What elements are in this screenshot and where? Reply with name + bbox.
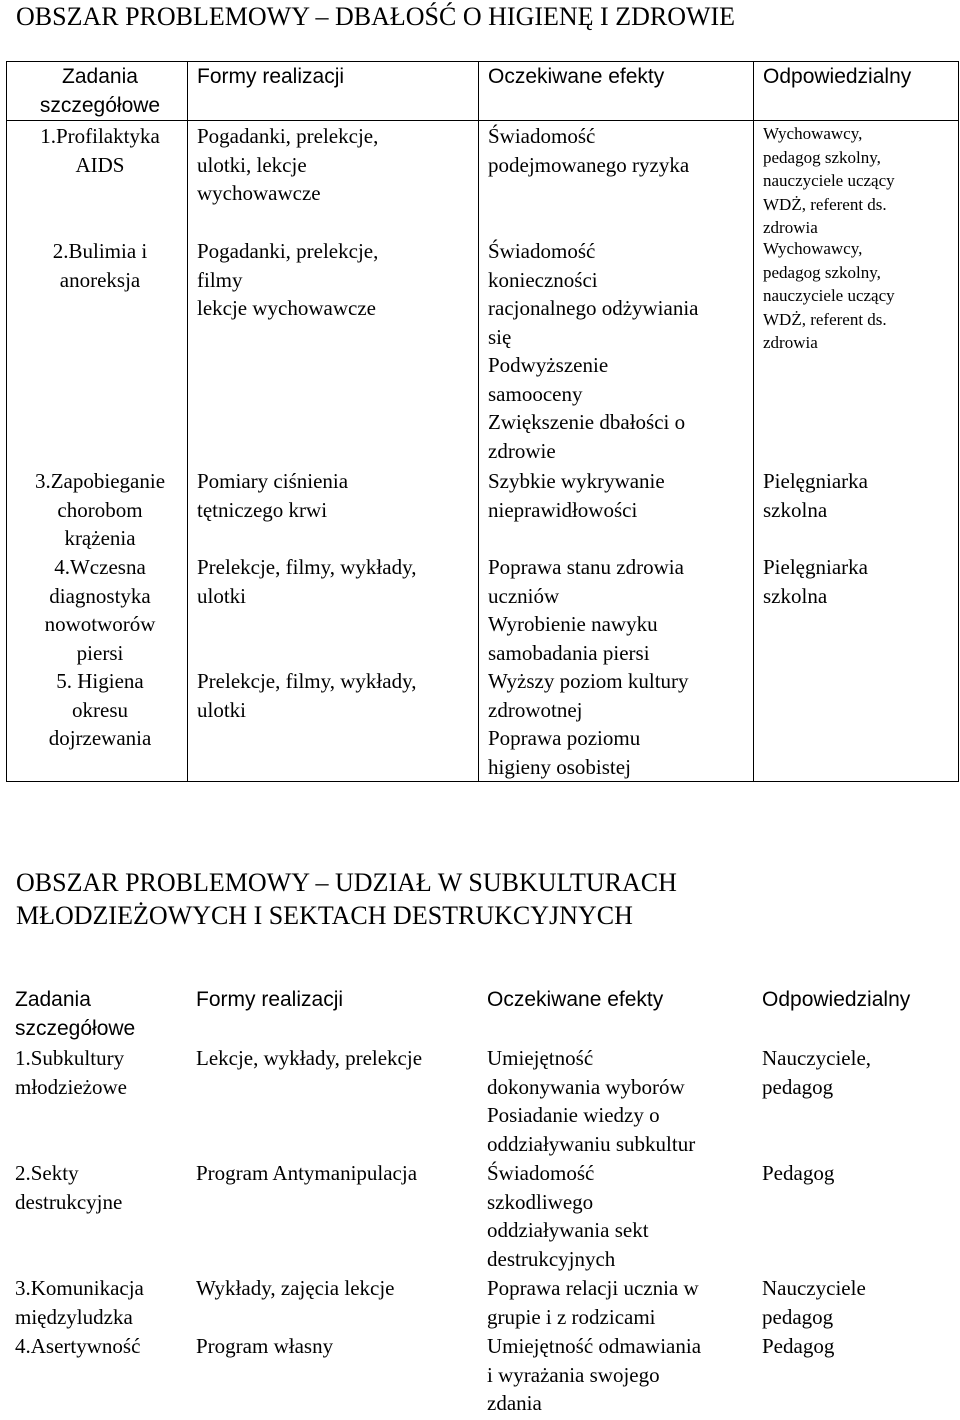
forms-cell: Program Antymanipulacja [196, 1161, 418, 1185]
task-item: 3.Zapobieganie chorobom krążenia [34, 469, 166, 550]
effect-item: Poprawa stanu zdrowia uczniów Wyrobienie nawyku samobadania piersi [488, 555, 684, 665]
header-tasks: Zadania szczegółowe [15, 988, 136, 1040]
task-item: 2.Bulimia i anoreksja [52, 239, 148, 292]
responsible-cell: Nauczyciele pedagog [762, 1276, 866, 1329]
header-tasks: Zadania szczegółowe [7, 62, 188, 121]
header-forms: Formy realizacji [188, 62, 479, 121]
table-row [6, 1331, 958, 1418]
form-item: Pomiary ciśnienia tętniczego krwi [197, 469, 349, 522]
responsible-item: Pielęgniarka szkolna [763, 555, 868, 608]
table-row [6, 1158, 958, 1273]
task-cell: 4.Asertywność [15, 1334, 141, 1358]
section-1-heading: OBSZAR PROBLEMOWY – DBAŁOŚĆ O HIGIENĘ I ZDROWIE [16, 2, 736, 31]
table-row [6, 1273, 958, 1331]
subcultures-sects-table [6, 985, 958, 1418]
task-item: 5. Higiena okresu dojrzewania [48, 669, 152, 750]
task-cell: 2.Sekty destrukcyjne [15, 1161, 123, 1214]
table-header-row [7, 62, 959, 121]
task-item: 1.Profilaktyka AIDS [40, 124, 160, 177]
effects-cell: Umiejętność odmawiania i wyrażania swojego zdania [487, 1334, 702, 1415]
task-cell: 1.Subkultury młodzieżowe [15, 1046, 127, 1099]
header-effects: Oczekiwane efekty [487, 988, 664, 1011]
effect-item: Świadomość konieczności racjonalnego odżywiania się Podwyższenie samooceny Zwiększenie dbałości o zdrowie [488, 239, 699, 463]
effect-item: Szybkie wykrywanie nieprawidłowości [488, 469, 665, 522]
header-forms: Formy realizacji [196, 988, 344, 1011]
responsible-cell: Pedagog [762, 1334, 835, 1358]
responsible-item: Wychowawcy, pedagog szkolny, nauczyciele uczący WDŻ, referent ds. zdrowia [763, 124, 895, 238]
effects-column [479, 121, 754, 782]
table-body-row [7, 121, 959, 782]
forms-cell: Wykłady, zajęcia lekcje [196, 1276, 395, 1300]
responsible-cell: Pedagog [762, 1161, 835, 1185]
form-item: Prelekcje, filmy, wykłady, ulotki [197, 555, 417, 608]
header-responsible: Odpowiedzialny [754, 62, 959, 121]
responsible-column [754, 121, 959, 782]
responsible-item: Wychowawcy, pedagog szkolny, nauczyciele uczący WDŻ, referent ds. zdrowia [763, 239, 895, 353]
table-header-row [6, 985, 958, 1043]
effect-item: Świadomość podejmowanego ryzyka [488, 124, 690, 177]
responsible-item: Pielęgniarka szkolna [763, 469, 868, 522]
forms-column [188, 121, 479, 782]
header-effects: Oczekiwane efekty [479, 62, 754, 121]
section-2-heading: OBSZAR PROBLEMOWY – UDZIAŁ W SUBKULTURACH MŁODZIEŻOWYCH I SEKTACH DESTRUKCYJNYCH [16, 868, 677, 930]
health-hygiene-table [6, 61, 959, 782]
task-item: 4.Wczesna diagnostyka nowotworów piersi [44, 555, 156, 665]
task-cell: 3.Komunikacja międzyludzka [15, 1276, 144, 1329]
effects-cell: Świadomość szkodliwego oddziaływania sekt destrukcyjnych [487, 1161, 649, 1271]
form-item: Pogadanki, prelekcje, filmy lekcje wychowawcze [197, 239, 379, 320]
effect-item: Wyższy poziom kultury zdrowotnej Poprawa poziomu higieny osobistej [488, 669, 689, 779]
responsible-cell: Nauczyciele, pedagog [762, 1046, 872, 1099]
effects-cell: Poprawa relacji ucznia w grupie i z rodzicami [487, 1276, 699, 1329]
header-responsible: Odpowiedzialny [762, 988, 911, 1011]
effects-cell: Umiejętność dokonywania wyborów Posiadanie wiedzy o oddziaływaniu subkultur [487, 1046, 696, 1156]
table-row [6, 1043, 958, 1158]
forms-cell: Lekcje, wykłady, prelekcje [196, 1046, 423, 1070]
form-item: Prelekcje, filmy, wykłady, ulotki [197, 669, 417, 722]
tasks-column [7, 121, 188, 782]
form-item: Pogadanki, prelekcje, ulotki, lekcje wychowawcze [197, 124, 379, 205]
forms-cell: Program własny [196, 1334, 334, 1358]
